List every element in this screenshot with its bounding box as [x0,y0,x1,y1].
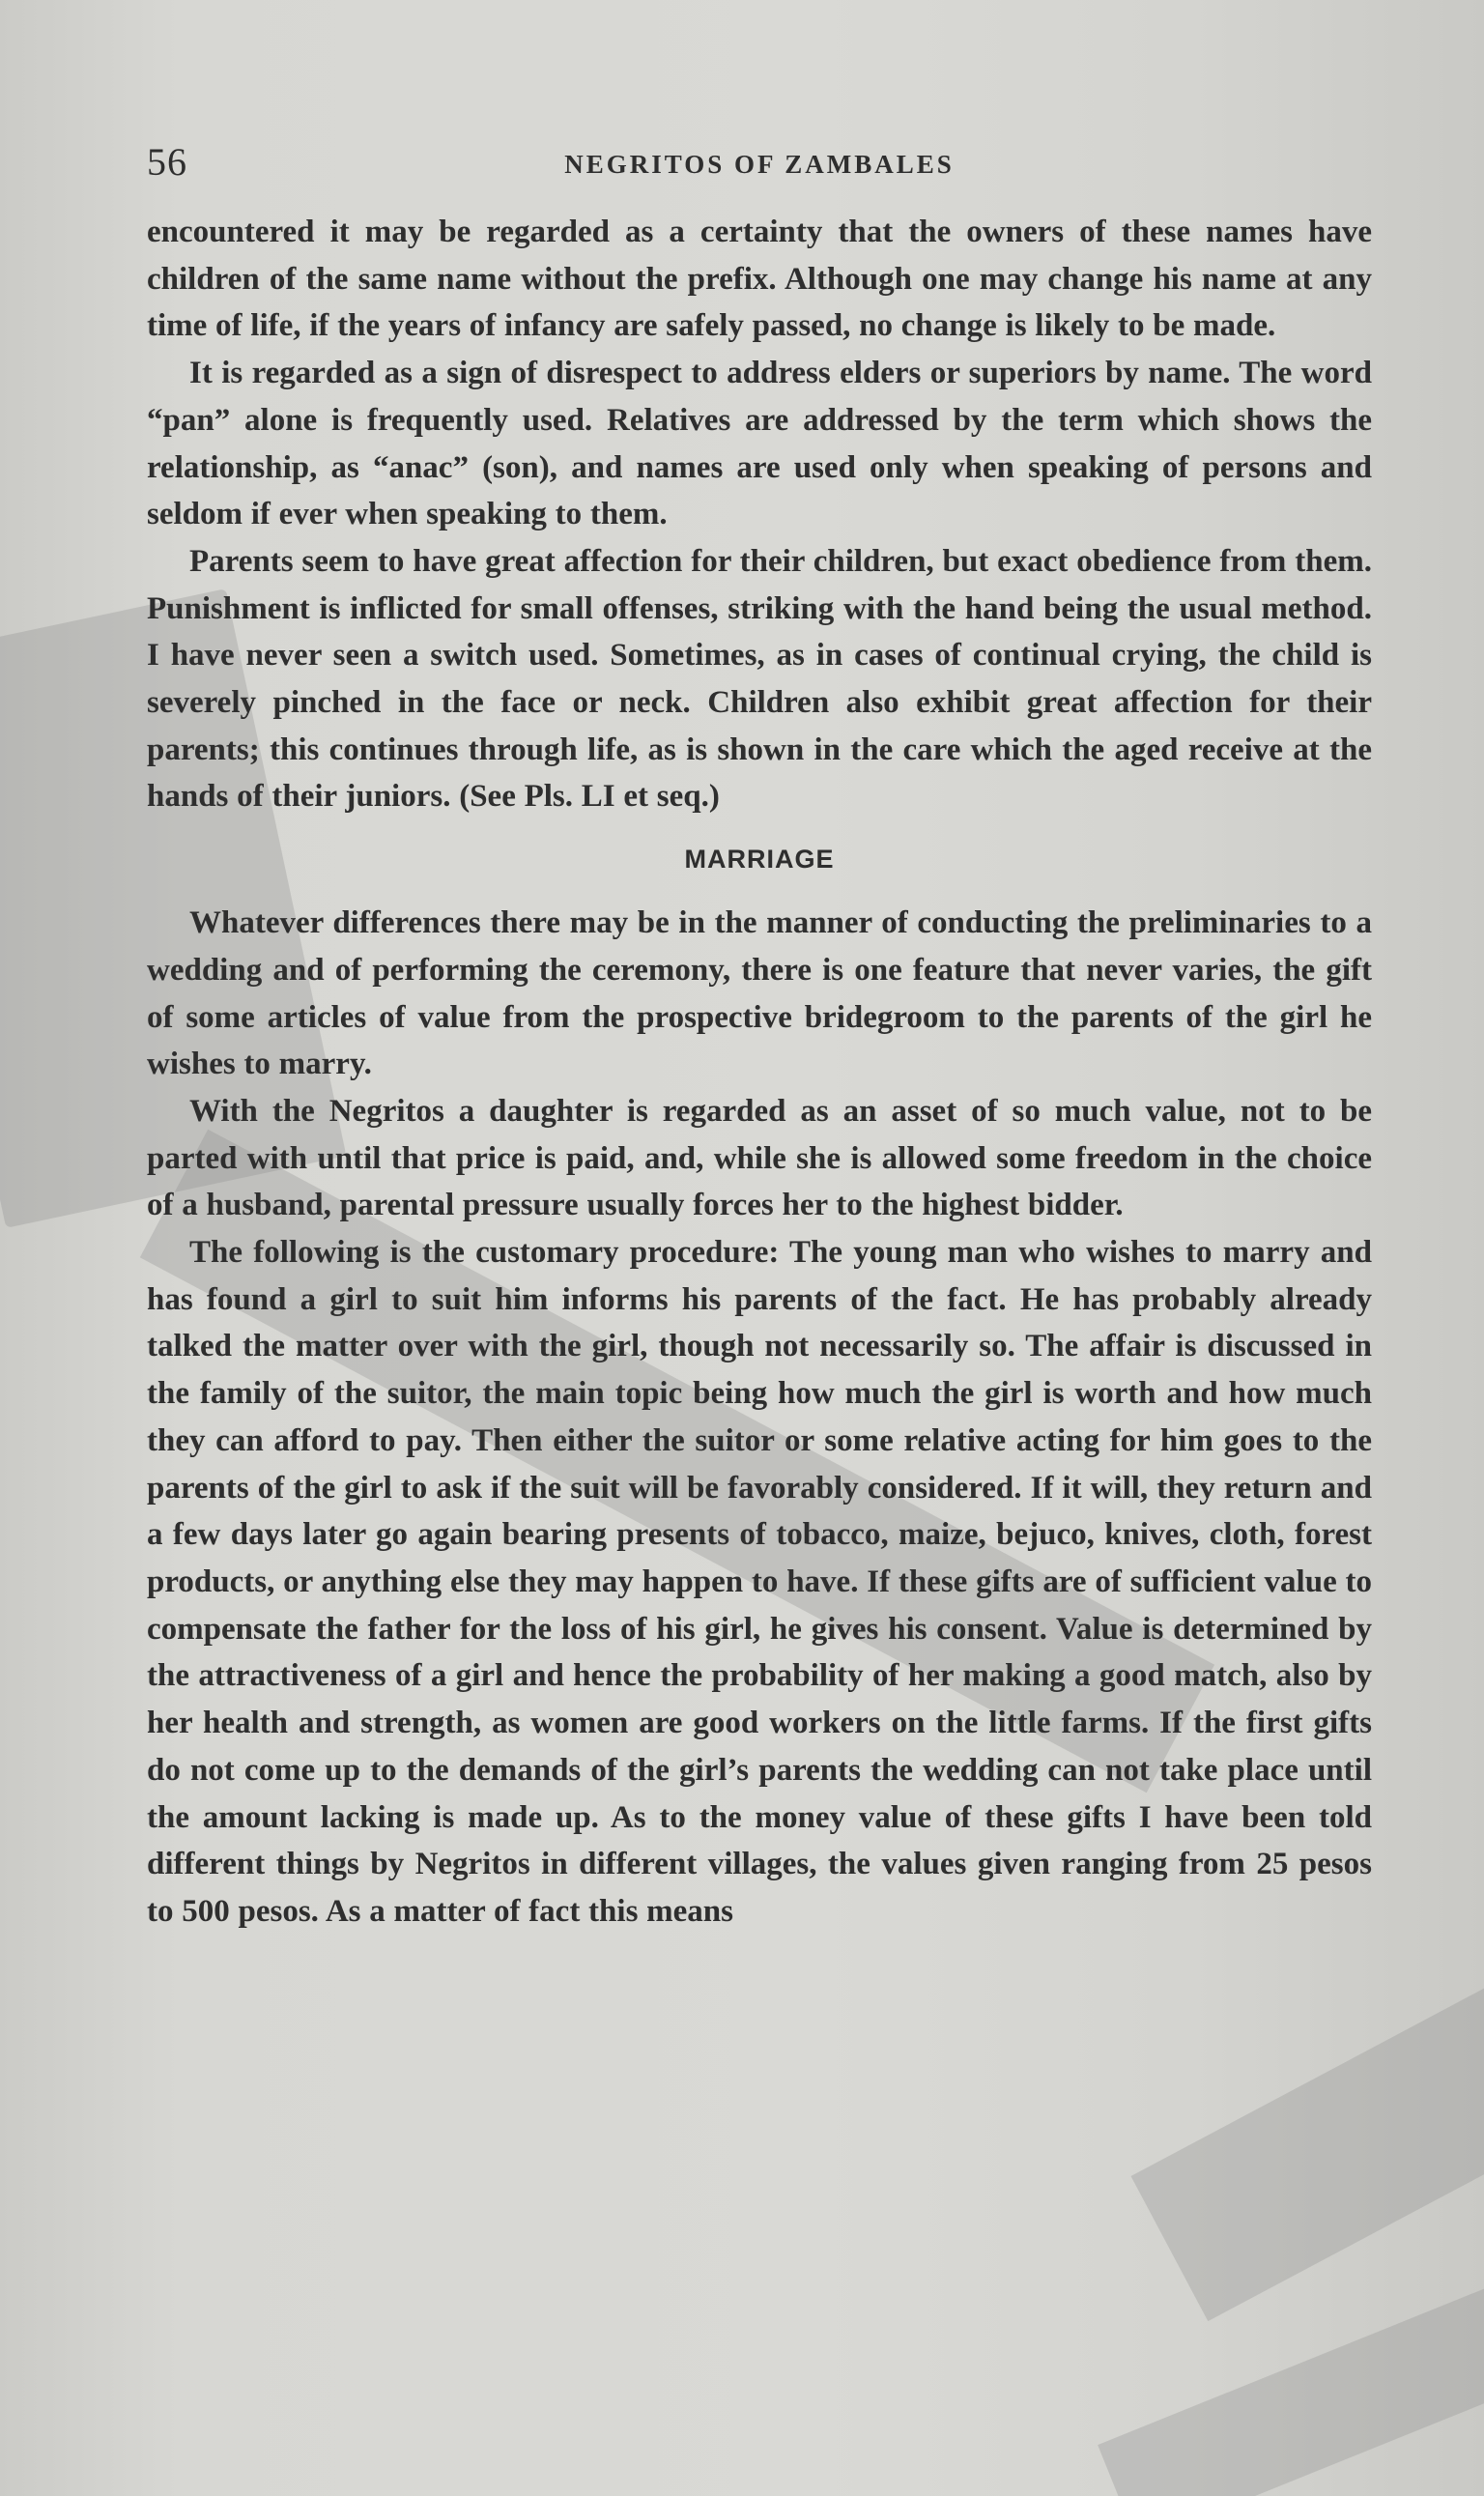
paragraph-wedding-gift: Whatever differences there may be in the manner of conducting the preliminaries to a wedding and of performing the ceremony, there is one feature that never varies, the gift of some articles of value from the prospective bridegroom to the parents of the girl he wishes to marry. [147,905,1372,1082]
paragraph-name-prefix: encountered it may be regarded as a certainty that the owners of these names have children of the same name without the prefix. Although one may change his name at any time of life, if the years of infancy are safely passed, no change is likely to be made. [147,215,1372,344]
paragraph-daughter-asset: With the Negritos a daughter is regarded as an asset of so much value, not to be parted with until that price is paid, and, while she is allowed some freedom in the choice of a husband, parental pressure usually forces her to the highest bidder. [147,1093,1372,1223]
paragraph-address-elders: It is regarded as a sign of disrespect to address elders or superiors by name. The word “pan” alone is frequently used. Relatives are addressed by the term which shows the relationship, as “anac” (son), and names are used only when speaking of persons and seldom if ever when speaking to them. [147,356,1372,532]
paragraph-customary-procedure: The following is the customary procedure: The young man who wishes to marry and has found a girl to suit him informs his parents of the fact. He has probably already talked the matter over with the girl, though not necessarily so. The affair is discussed in the family of the suitor, the main topic being how much the girl is worth and how much they can afford to pay. Then either the suitor or some relative acting for him goes to the parents of the girl to ask if the suit will be favorably considered. If it will, they return and a few days later go again bearing presents of tobacco, maize, bejuco, knives, cloth, forest products, or anything else they may happen to have. If these gifts are of sufficient value to compensate the father for the loss of his girl, he gives his consent. Value is determined by the attractiveness of a girl and hence the probability of her making a good match, also by her health and strength, as women are good workers on the little farms. If the first gifts do not come up to the demands of the girl’s parents the wedding can not take place until the amount lacking is made up. As to the money value of these gifts I have been told different things by Negritos in different villages, the values given ranging from 25 pesos to 500 pesos. As a matter of fact this means [147,1235,1372,1929]
section-heading-marriage: MARRIAGE [684,845,835,875]
tape-stain-bottom [1098,2279,1484,2496]
tape-stain-right [1131,1940,1484,2321]
paragraph-parents-children: Parents seem to have great affection for their children, but exact obedience from them. Punishment is inflicted for small offenses, striking with the hand being the usual method. I have never seen a switch used. Sometimes, as in cases of continual crying, the child is severely pinched in the face or neck. Children also exhibit great affection for their parents; this continues through life, as is shown in the care which the aged receive at the hands of their juniors. (See Pls. LI et seq.) [147,543,1372,815]
page-content [147,133,1372,1936]
page-number: 56 [147,140,187,184]
running-title: NEGRITOS OF ZAMBALES [564,150,955,179]
running-head [147,133,1372,191]
